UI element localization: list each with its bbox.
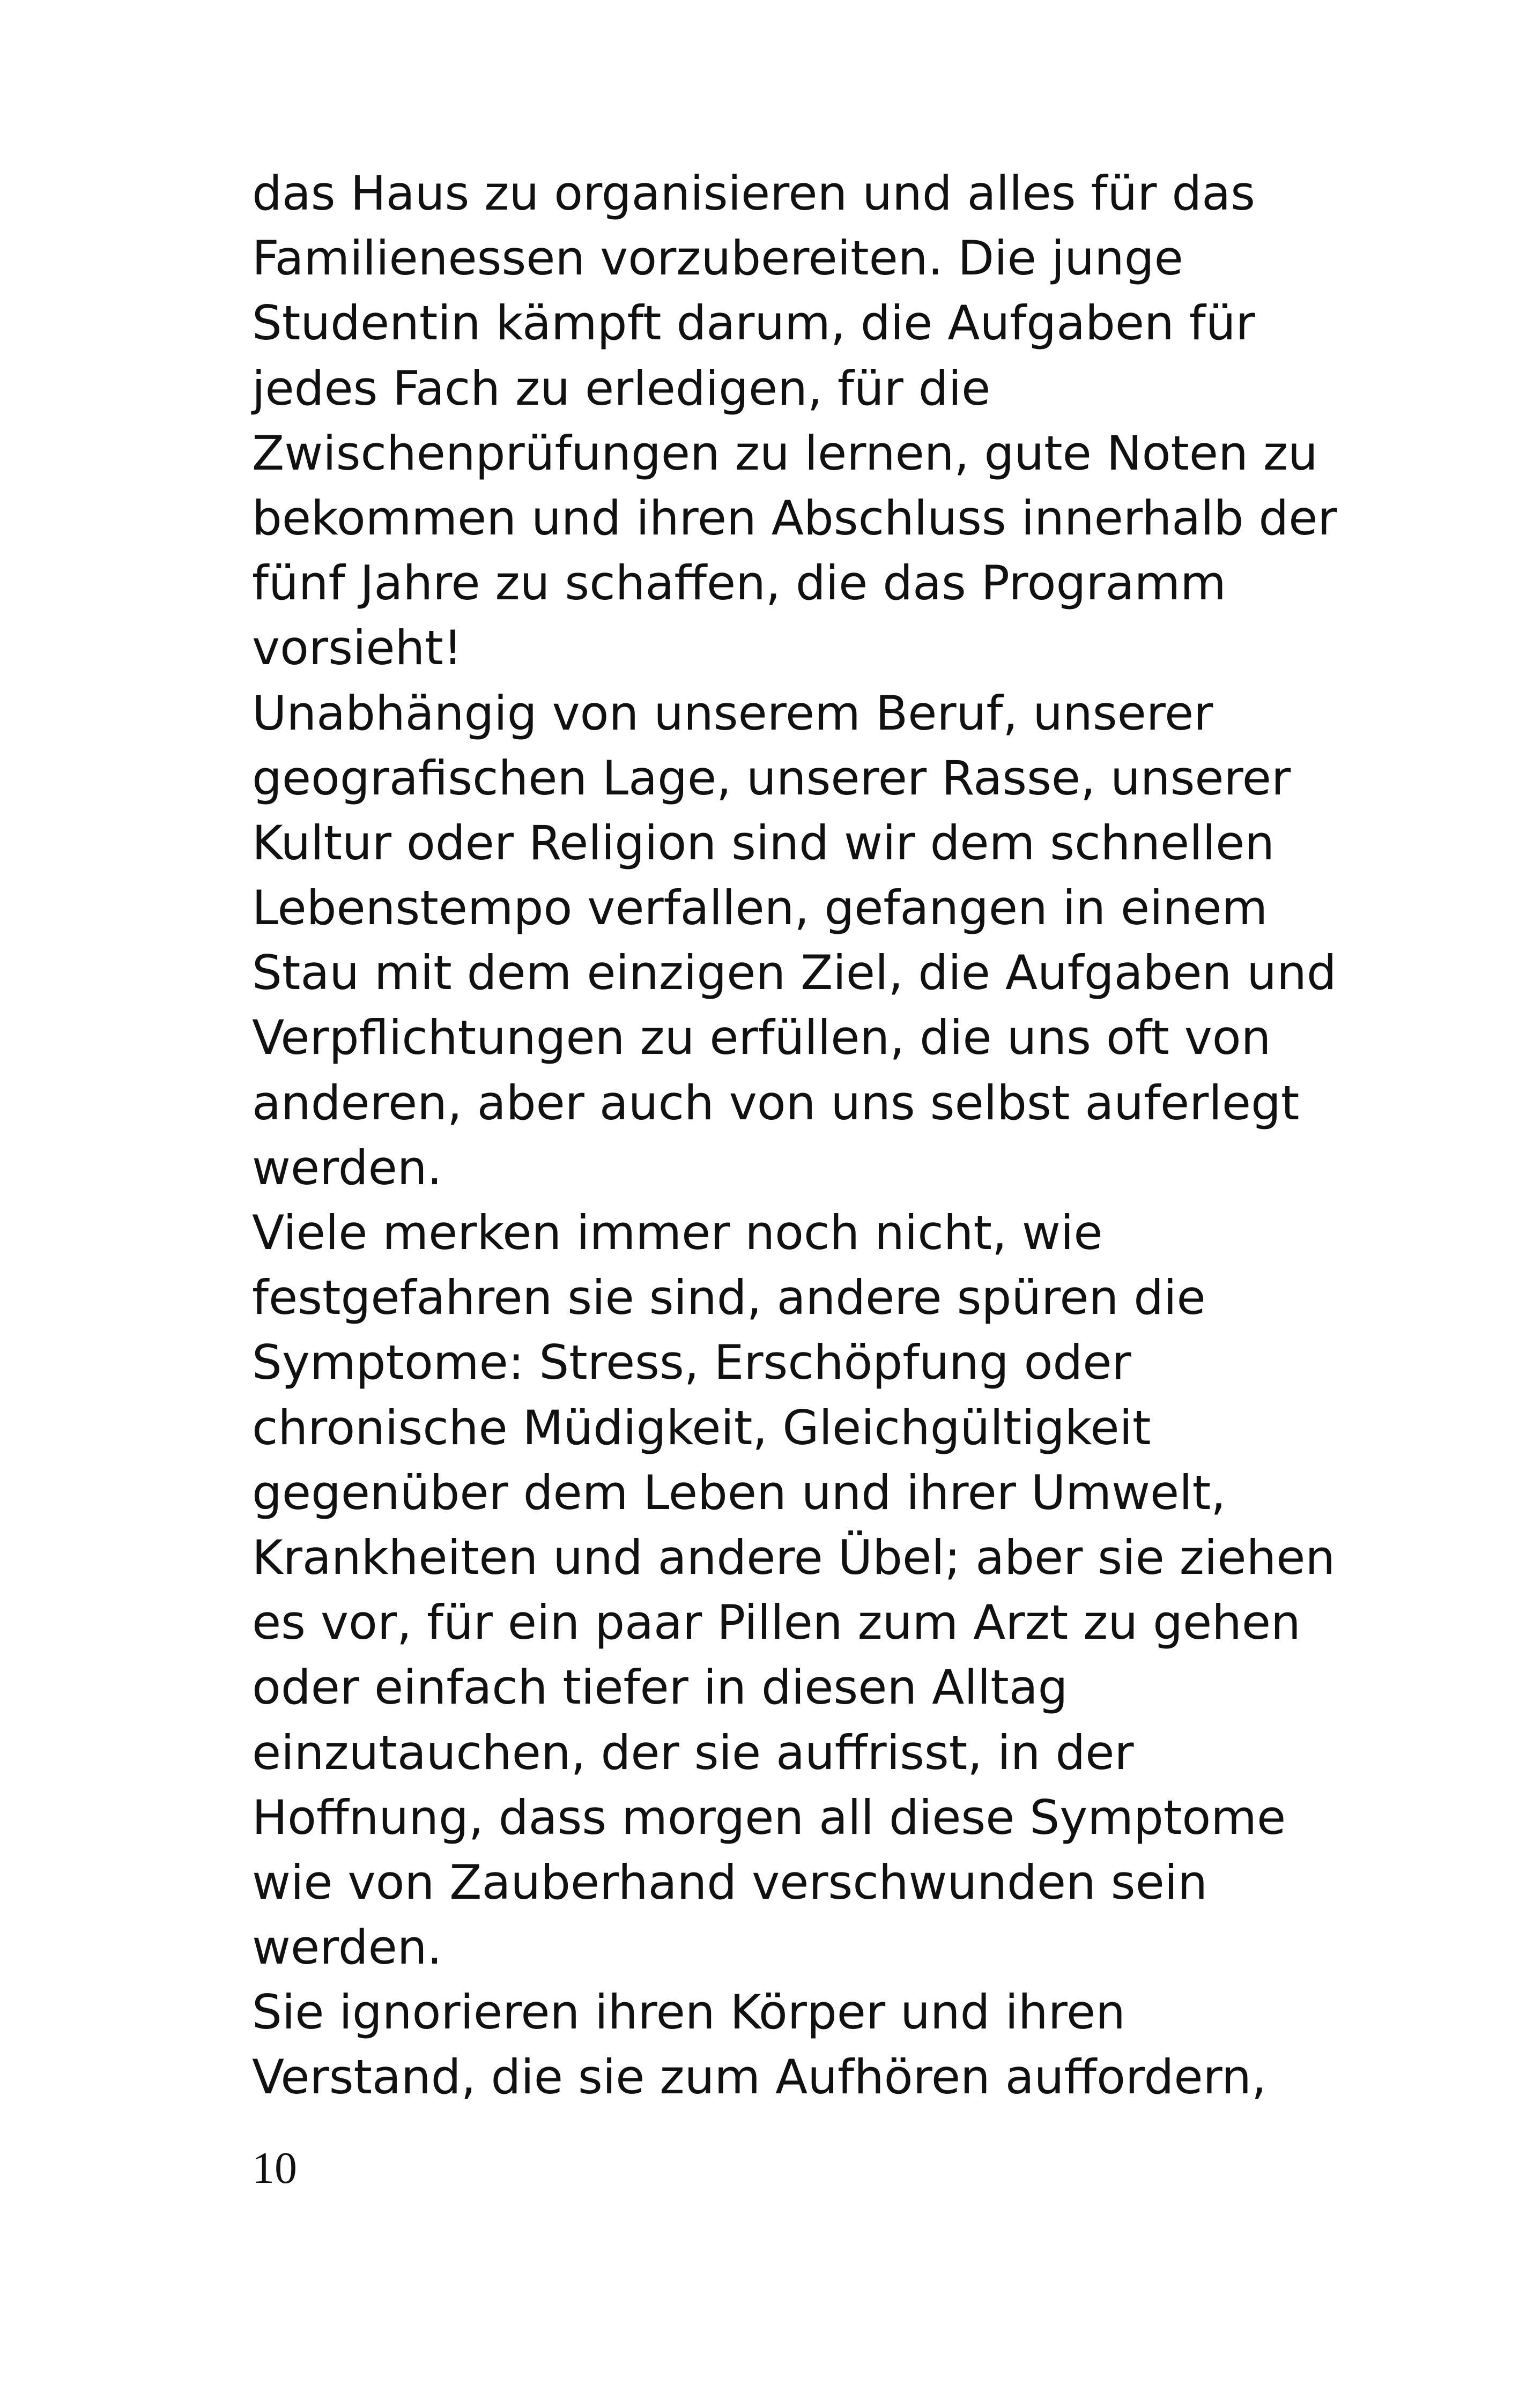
text-line: einzutauchen, der sie auffrisst, in der <box>252 1725 1134 1780</box>
text-line: werden. <box>252 1140 442 1195</box>
text-line: vorsieht! <box>252 620 463 676</box>
text-line: Hoffnung, dass morgen all diese Symptome <box>252 1789 1286 1845</box>
text-line: oder einfach tiefer in diesen Alltag <box>252 1660 1068 1715</box>
text-line: Zwischenprüfungen zu lernen, gute Noten zu <box>252 425 1318 481</box>
text-line: Studentin kämpft darum, die Aufgaben für <box>252 295 1255 351</box>
text-line: gegenüber dem Leben und ihrer Umwelt, <box>252 1465 1226 1520</box>
text-line: festgefahren sie sind, andere spüren die <box>252 1270 1206 1326</box>
text-line: fünf Jahre zu schaffen, die das Programm <box>252 555 1226 611</box>
text-line: wie von Zauberhand verschwunden sein <box>252 1854 1207 1910</box>
text-line: Sie ignorieren ihren Körper und ihren <box>252 1985 1125 2040</box>
text-line: Kultur oder Religion sind wir dem schnellen <box>252 815 1275 871</box>
text-line: Familienessen vorzubereiten. Die junge <box>252 231 1183 286</box>
text-line: Stau mit dem einzigen Ziel, die Aufgaben und <box>252 945 1337 1001</box>
text-line: Krankheiten und andere Übel; aber sie ziehen <box>252 1529 1336 1585</box>
text-line: das Haus zu organisieren und alles für das <box>252 166 1255 221</box>
text-line: Symptome: Stress, Erschöpfung oder <box>252 1335 1131 1391</box>
text-line: jedes Fach zu erledigen, für die <box>252 360 991 416</box>
text-line: Verpflichtungen zu erfüllen, die uns oft von <box>252 1010 1271 1066</box>
page-number: 10 <box>252 2143 297 2193</box>
text-line: Unabhängig von unserem Beruf, unserer <box>252 685 1213 741</box>
text-line: es vor, für ein paar Pillen zum Arzt zu gehen <box>252 1595 1301 1651</box>
text-line: chronische Müdigkeit, Gleichgültigkeit <box>252 1400 1151 1455</box>
text-line: werden. <box>252 1920 442 1975</box>
text-line: Viele merken immer noch nicht, wie <box>252 1205 1103 1260</box>
text-line: bekommen und ihren Abschluss innerhalb der <box>252 490 1337 546</box>
body-text <box>252 161 1337 2110</box>
text-line: anderen, aber auch von uns selbst auferlegt <box>252 1075 1300 1131</box>
text-line: Lebenstempo verfallen, gefangen in einem <box>252 880 1268 936</box>
text-line: Verstand, die sie zum Aufhören auffordern, <box>252 2049 1266 2105</box>
text-line: geografischen Lage, unserer Rasse, unserer <box>252 750 1291 806</box>
